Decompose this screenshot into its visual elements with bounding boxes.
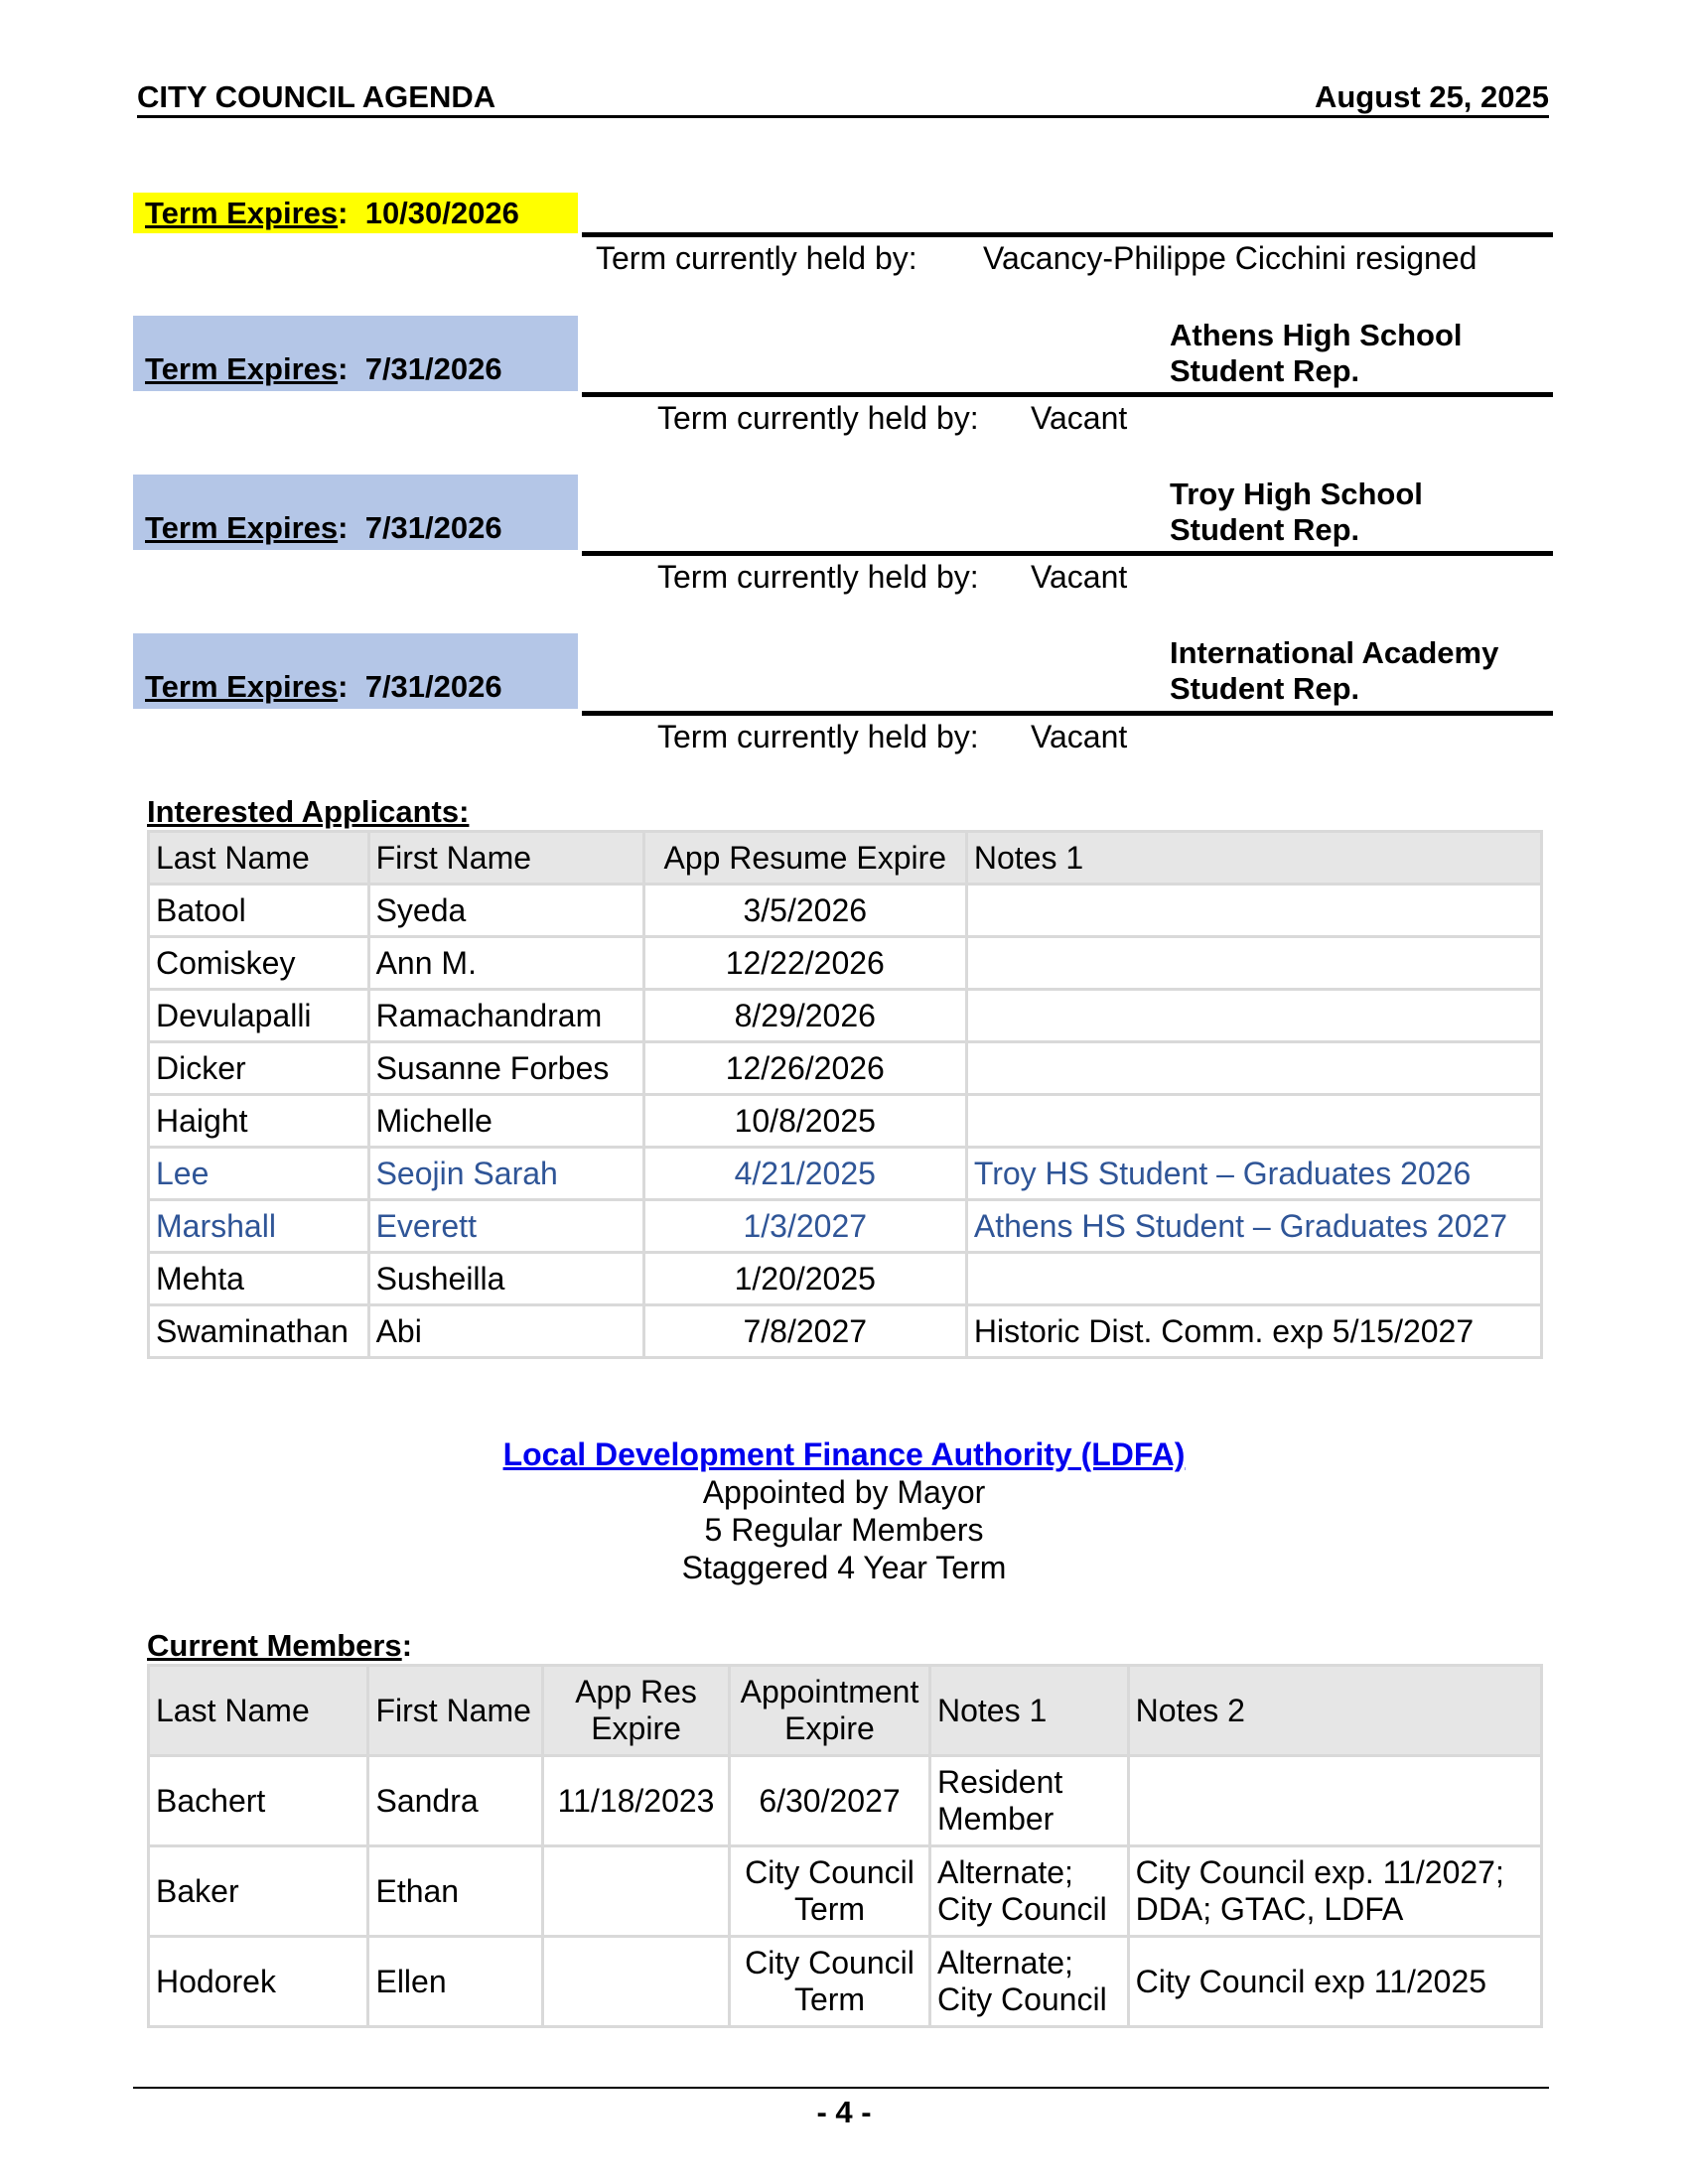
expire-cell: 3/5/2026 [643,885,966,937]
applicants-title: Interested Applicants: [147,794,470,829]
first-name-cell: Ramachandram [368,990,643,1042]
expire-cell: 8/29/2026 [643,990,966,1042]
table-header-row [149,832,1542,885]
column-header: Notes 2 [1128,1666,1541,1756]
last-name-cell: Baker [149,1846,368,1937]
first-name-cell: Ann M. [368,937,643,990]
first-name-cell: Susanne Forbes [368,1042,643,1095]
first-name-cell: Ethan [368,1846,543,1937]
last-name-cell: Marshall [149,1200,369,1253]
column-header: Notes 1 [966,832,1541,885]
agenda-date: August 25, 2025 [1314,79,1549,114]
column-header: Last Name [149,832,369,885]
notes-cell: Troy HS Student – Graduates 2026 [966,1148,1541,1200]
first-name-cell: Ellen [368,1937,543,2027]
applicants-table [147,830,1543,1359]
ldfa-title-link[interactable]: Local Development Finance Authority (LDFA) [502,1436,1186,1472]
notes-cell [966,1095,1541,1148]
table-row-highlighted [149,1148,1542,1200]
last-name-cell: Mehta [149,1253,369,1305]
members-title: Current Members: [147,1628,413,1663]
seat-name: Troy High School Student Rep. [1170,477,1423,547]
term-rule [582,551,1553,556]
column-header: App Resume Expire [643,832,966,885]
first-name-cell: Susheilla [368,1253,643,1305]
table-row-highlighted [149,1200,1542,1253]
column-header: Last Name [149,1666,368,1756]
held-by-value: Vacant [1031,719,1128,754]
last-name-cell: Comiskey [149,937,369,990]
notes-cell [966,1253,1541,1305]
table-row [149,1846,1542,1937]
term-expires-label: Term Expires: 7/31/2026 [133,633,578,709]
table-row [149,1305,1542,1358]
app-res-expire-cell [543,1846,730,1937]
members-table [147,1664,1543,2028]
notes2-cell: City Council exp. 11/2027; DDA; GTAC, LDFA [1128,1846,1541,1937]
expire-cell: 1/20/2025 [643,1253,966,1305]
first-name-cell: Michelle [368,1095,643,1148]
held-by-value: Vacancy-Philippe Cicchini resigned [983,240,1477,276]
last-name-cell: Batool [149,885,369,937]
appointment-expire-cell: City Council Term [730,1937,930,2027]
table-row [149,1095,1542,1148]
column-header: First Name [368,1666,543,1756]
held-by-label: Term currently held by: [657,719,979,754]
expire-cell: 7/8/2027 [643,1305,966,1358]
held-by-label: Term currently held by: [657,559,979,595]
first-name-cell: Seojin Sarah [368,1148,643,1200]
held-by-label: Term currently held by: [596,240,917,276]
notes-cell [966,937,1541,990]
appointment-expire-cell: City Council Term [730,1846,930,1937]
notes1-cell: Alternate; City Council [929,1937,1128,2027]
ldfa-term-length: Staggered 4 Year Term [681,1550,1007,1585]
ldfa-member-count: 5 Regular Members [704,1512,984,1548]
table-header-row [149,1666,1542,1756]
term-rule [582,232,1553,237]
notes-cell [966,990,1541,1042]
notes2-cell [1128,1756,1541,1846]
held-by-label: Term currently held by: [657,400,979,436]
notes-cell [966,1042,1541,1095]
term-expires-label: Term Expires: 7/31/2026 [133,475,578,550]
held-by-value: Vacant [1031,559,1128,595]
last-name-cell: Devulapalli [149,990,369,1042]
table-row [149,885,1542,937]
notes-cell [966,885,1541,937]
first-name-cell: Abi [368,1305,643,1358]
last-name-cell: Swaminathan [149,1305,369,1358]
last-name-cell: Bachert [149,1756,368,1846]
table-row [149,990,1542,1042]
column-header: First Name [368,832,643,885]
table-row [149,1756,1542,1846]
table-row [149,1937,1542,2027]
first-name-cell: Syeda [368,885,643,937]
expire-cell: 1/3/2027 [643,1200,966,1253]
app-res-expire-cell [543,1937,730,2027]
ldfa-heading [0,1435,1688,1586]
appointment-expire-cell: 6/30/2027 [730,1756,930,1846]
expire-cell: 4/21/2025 [643,1148,966,1200]
last-name-cell: Hodorek [149,1937,368,2027]
held-by-value: Vacant [1031,400,1128,436]
column-header: App Res Expire [543,1666,730,1756]
term-rule [582,392,1553,397]
last-name-cell: Haight [149,1095,369,1148]
expire-cell: 10/8/2025 [643,1095,966,1148]
notes-cell: Historic Dist. Comm. exp 5/15/2027 [966,1305,1541,1358]
table-row [149,1042,1542,1095]
term-expires-label: Term Expires: 10/30/2026 [133,193,578,233]
term-rule [582,711,1553,716]
first-name-cell: Everett [368,1200,643,1253]
table-row [149,937,1542,990]
term-expires-label: Term Expires: 7/31/2026 [133,316,578,391]
page-number: - 4 - [816,2095,872,2129]
table-row [149,1253,1542,1305]
seat-name: Athens High School Student Rep. [1170,318,1463,388]
column-header: Notes 1 [929,1666,1128,1756]
notes-cell: Athens HS Student – Graduates 2027 [966,1200,1541,1253]
ldfa-appointed-by: Appointed by Mayor [702,1474,986,1510]
column-header: Appointment Expire [730,1666,930,1756]
footer-divider [133,2087,1549,2089]
first-name-cell: Sandra [368,1756,543,1846]
expire-cell: 12/26/2026 [643,1042,966,1095]
notes1-cell: Alternate; City Council [929,1846,1128,1937]
header-divider [137,115,1549,118]
last-name-cell: Lee [149,1148,369,1200]
expire-cell: 12/22/2026 [643,937,966,990]
agenda-title: CITY COUNCIL AGENDA [137,79,496,114]
app-res-expire-cell: 11/18/2023 [543,1756,730,1846]
last-name-cell: Dicker [149,1042,369,1095]
notes2-cell: City Council exp 11/2025 [1128,1937,1541,2027]
notes1-cell: Resident Member [929,1756,1128,1846]
seat-name: International Academy Student Rep. [1170,635,1499,706]
